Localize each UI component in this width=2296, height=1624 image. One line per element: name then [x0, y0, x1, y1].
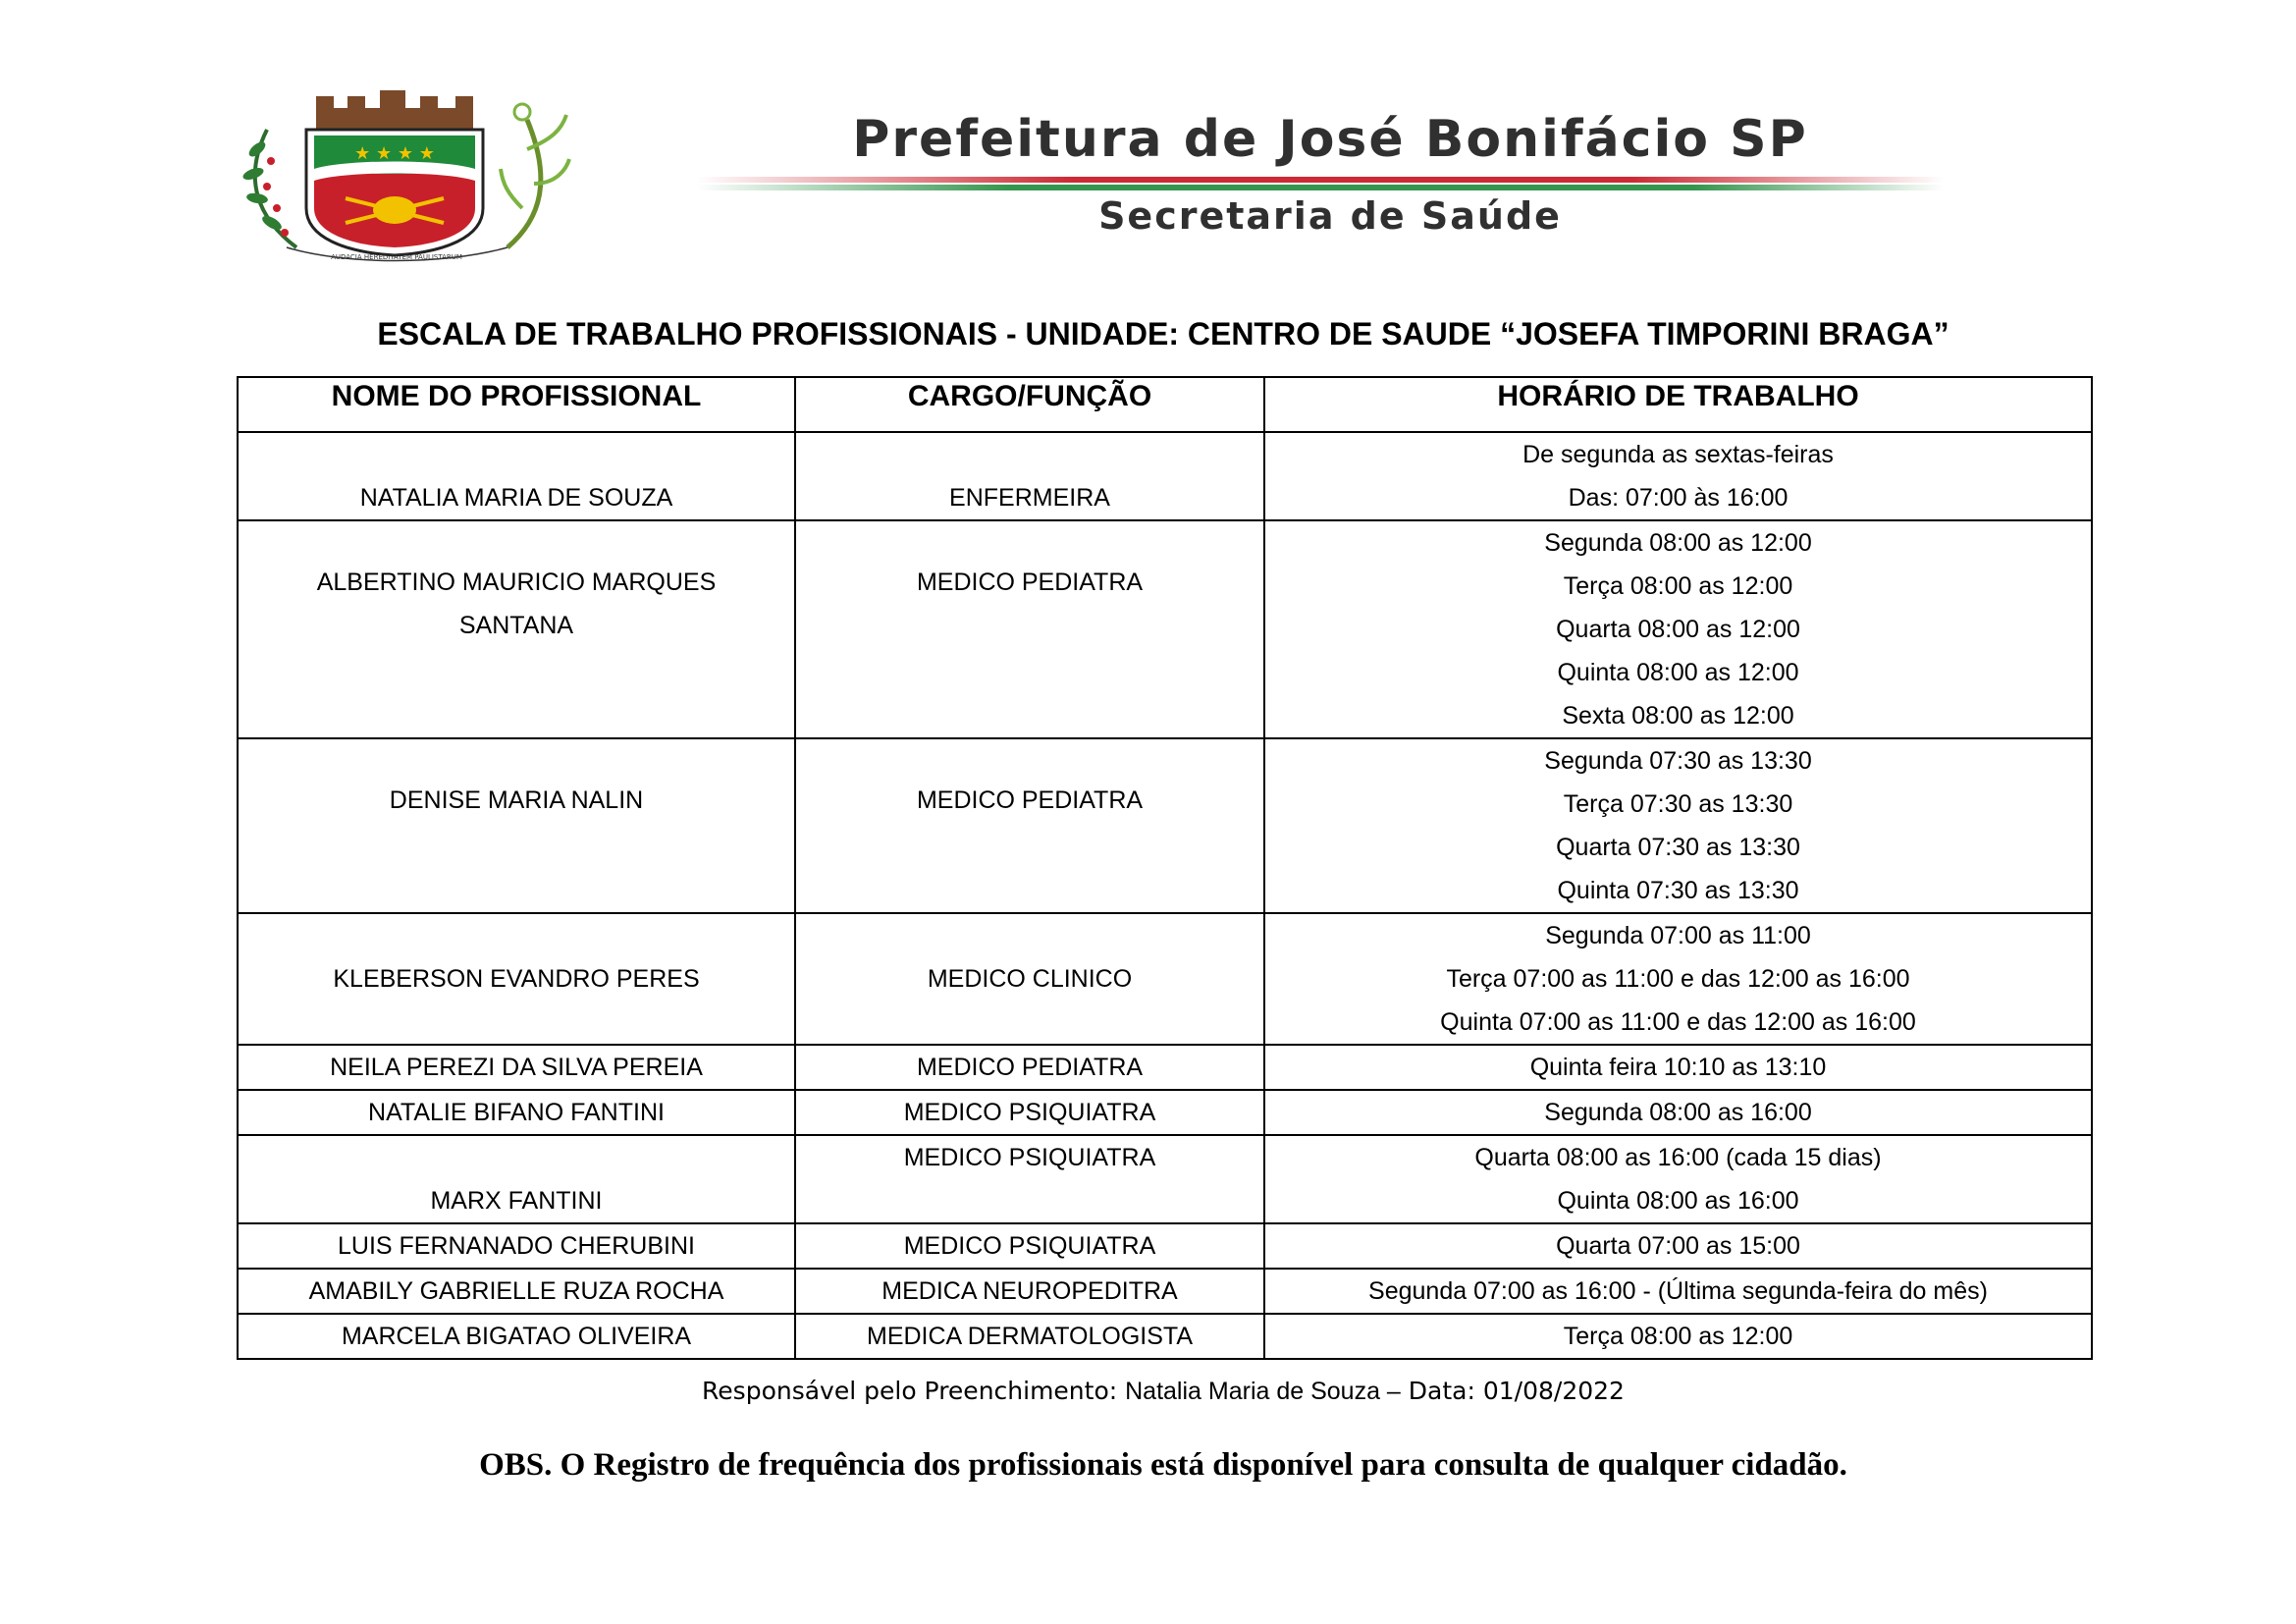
header-decorative-stripe	[697, 175, 1944, 194]
schedule-table	[237, 376, 2093, 1360]
responsible-label: Responsável pelo Preenchimento:	[702, 1377, 1118, 1405]
table-row	[238, 432, 2092, 520]
document-title: ESCALA DE TRABALHO PROFISSIONAIS - UNIDADE: CENTRO DE SAUDE “JOSEFA TIMPORINI BRAGA”	[377, 316, 1949, 352]
role-cell: MEDICO PEDIATRA	[795, 520, 1264, 738]
header-title: Prefeitura de José Bonifácio SP	[852, 110, 1808, 169]
table-row	[238, 1135, 2092, 1223]
professional-name-cell: LUIS FERNANADO CHERUBINI	[238, 1223, 795, 1269]
role-cell: ENFERMEIRA	[795, 432, 1264, 520]
role-cell: MEDICA DERMATOLOGISTA	[795, 1314, 1264, 1359]
column-header-name: NOME DO PROFISSIONAL	[238, 377, 795, 432]
table-row	[238, 1223, 2092, 1269]
observation-note: OBS. O Registro de frequência dos profissionais está disponível para consulta de qualquer cidadão.	[479, 1447, 1847, 1483]
table-row	[238, 520, 2092, 738]
hours-cell: Segunda 07:00 as 16:00 - (Última segunda-feira do mês)	[1264, 1269, 2092, 1314]
professional-name-cell: NATALIA MARIA DE SOUZA	[238, 432, 795, 520]
professional-name-cell: DENISE MARIA NALIN	[238, 738, 795, 913]
role-cell: MEDICO PSIQUIATRA	[795, 1223, 1264, 1269]
role-cell: MEDICA NEUROPEDITRA	[795, 1269, 1264, 1314]
professional-name-cell: NEILA PEREZI DA SILVA PEREIA	[238, 1045, 795, 1090]
table-row	[238, 738, 2092, 913]
hours-cell: Terça 08:00 as 12:00	[1264, 1314, 2092, 1359]
responsible-note	[236, 1377, 2091, 1406]
professional-name-cell: MARCELA BIGATAO OLIVEIRA	[238, 1314, 795, 1359]
professional-name-cell: NATALIE BIFANO FANTINI	[238, 1090, 795, 1135]
table-row	[238, 1314, 2092, 1359]
crest-motto: AUDACIA HEREDITATEM PAULISTARUM	[331, 253, 462, 261]
professional-name-cell: KLEBERSON EVANDRO PERES	[238, 913, 795, 1045]
table-row	[238, 1269, 2092, 1314]
hours-cell: De segunda as sextas-feiras Das: 07:00 às 16:00	[1264, 432, 2092, 520]
hours-cell: Quarta 08:00 as 16:00 (cada 15 dias) Quinta 08:00 as 16:00	[1264, 1135, 2092, 1223]
tower-crown-icon	[316, 90, 473, 130]
table-row	[238, 1090, 2092, 1135]
hours-cell: Quinta feira 10:10 as 13:10	[1264, 1045, 2092, 1090]
svg-text:★ ★ ★ ★: ★ ★ ★ ★	[354, 143, 435, 164]
professional-name-cell: AMABILY GABRIELLE RUZA ROCHA	[238, 1269, 795, 1314]
hours-cell: Segunda 07:00 as 11:00 Terça 07:00 as 11:00 e das 12:00 as 16:00 Quinta 07:00 as 11:00 e das 12:00 as 16:00	[1264, 913, 2092, 1045]
professional-name-cell: MARX FANTINI	[238, 1135, 795, 1223]
shield-icon	[306, 130, 483, 255]
hours-cell: Segunda 08:00 as 12:00 Terça 08:00 as 12:00 Quarta 08:00 as 12:00 Quinta 08:00 as 12:00 Sexta 08:00 as 12:00	[1264, 520, 2092, 738]
role-cell: MEDICO PSIQUIATRA	[795, 1090, 1264, 1135]
responsible-name: Natalia Maria de Souza –	[1125, 1378, 1401, 1405]
hours-cell: Quarta 07:00 as 15:00	[1264, 1223, 2092, 1269]
column-header-role: CARGO/FUNÇÃO	[795, 377, 1264, 432]
role-cell: MEDICO PSIQUIATRA	[795, 1135, 1264, 1223]
date-label: Data: 01/08/2022	[1408, 1377, 1625, 1405]
role-cell: MEDICO PEDIATRA	[795, 738, 1264, 913]
table-header-row	[238, 377, 2092, 432]
table-row	[238, 1045, 2092, 1090]
header-subtitle: Secretaria de Saúde	[1098, 194, 1562, 238]
role-cell: MEDICO CLINICO	[795, 913, 1264, 1045]
role-cell: MEDICO PEDIATRA	[795, 1045, 1264, 1090]
municipal-crest-logo	[228, 90, 571, 262]
coffee-branch-icon	[241, 130, 296, 247]
sugarcane-branch-icon	[501, 104, 569, 247]
table-row	[238, 913, 2092, 1045]
professional-name-cell: ALBERTINO MAURICIO MARQUES SANTANA	[238, 520, 795, 738]
hours-cell: Segunda 08:00 as 16:00	[1264, 1090, 2092, 1135]
hours-cell: Segunda 07:30 as 13:30 Terça 07:30 as 13:30 Quarta 07:30 as 13:30 Quinta 07:30 as 13:30	[1264, 738, 2092, 913]
column-header-hours: HORÁRIO DE TRABALHO	[1264, 377, 2092, 432]
